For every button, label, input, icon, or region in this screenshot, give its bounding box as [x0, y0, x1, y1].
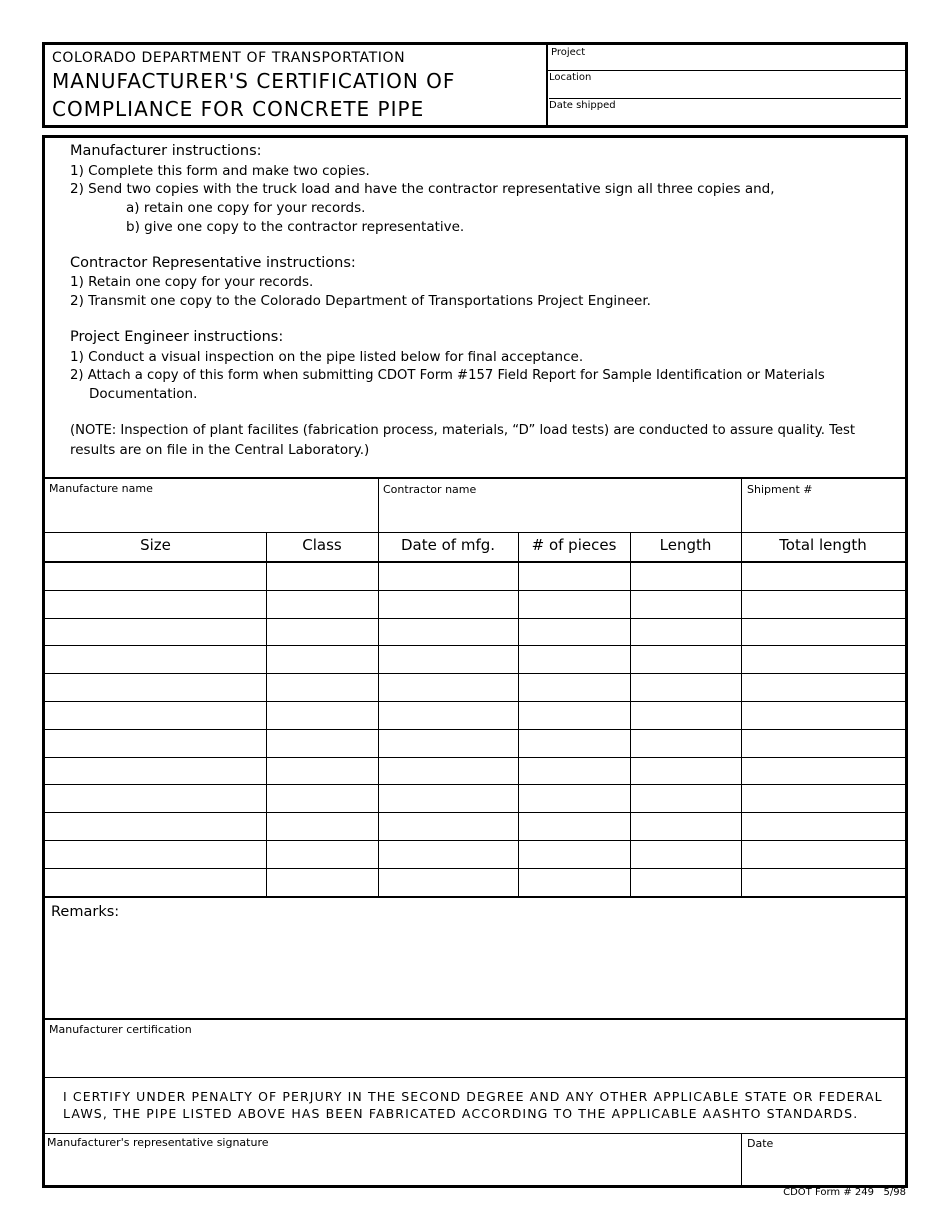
- table-cell-size[interactable]: [45, 646, 266, 673]
- table-cell-size[interactable]: [45, 785, 266, 812]
- table-row: [45, 619, 905, 647]
- table-cell-length[interactable]: [631, 758, 741, 785]
- table-cell-total-length[interactable]: [742, 674, 905, 701]
- table-row: [45, 813, 905, 841]
- manufacturer-instruction-2b: b) give one copy to the contractor representative.: [126, 219, 465, 235]
- table-cell-total-length[interactable]: [742, 813, 905, 840]
- table-cell-length[interactable]: [631, 702, 741, 729]
- table-cell-date-of-mfg[interactable]: [379, 619, 518, 646]
- table-cell-pieces[interactable]: [519, 841, 630, 868]
- certification-statement: [63, 1088, 883, 1122]
- contractor-instruction-2: 2) Transmit one copy to the Colorado Department of Transportations Project Engineer.: [70, 293, 651, 309]
- table-cell-pieces[interactable]: [519, 702, 630, 729]
- column-header-date-of-mfg: Date of mfg.: [400, 536, 496, 554]
- engineer-instructions-heading: Project Engineer instructions:: [70, 329, 284, 345]
- department-name: COLORADO DEPARTMENT OF TRANSPORTATION: [52, 50, 406, 66]
- form-title-line1: MANUFACTURER'S CERTIFICATION OF: [52, 69, 456, 93]
- manufacturer-instructions-heading: Manufacturer instructions:: [70, 143, 262, 159]
- date-label: Date: [747, 1137, 774, 1150]
- table-cell-class[interactable]: [267, 730, 378, 757]
- form-revision: 5/98: [883, 1187, 906, 1198]
- table-cell-length[interactable]: [631, 730, 741, 757]
- manufacture-name-field[interactable]: [45, 479, 378, 532]
- table-cell-size[interactable]: [45, 758, 266, 785]
- manufacturer-instruction-2: 2) Send two copies with the truck load and have the contractor representative sign all three copies and,: [70, 181, 775, 197]
- table-cell-size[interactable]: [45, 591, 266, 618]
- table-row: [45, 730, 905, 758]
- table-cell-date-of-mfg[interactable]: [379, 813, 518, 840]
- table-cell-pieces[interactable]: [519, 730, 630, 757]
- table-cell-class[interactable]: [267, 646, 378, 673]
- table-cell-pieces[interactable]: [519, 869, 630, 896]
- manufacture-name-label: Manufacture name: [49, 482, 153, 495]
- table-cell-length[interactable]: [631, 869, 741, 896]
- table-cell-pieces[interactable]: [519, 619, 630, 646]
- table-row: [45, 702, 905, 730]
- column-header-total-length: Total length: [779, 536, 867, 554]
- remarks-field[interactable]: [45, 898, 905, 1018]
- contractor-instruction-1: 1) Retain one copy for your records.: [70, 274, 314, 290]
- table-cell-class[interactable]: [267, 619, 378, 646]
- date-field[interactable]: [742, 1134, 905, 1185]
- column-header-class: Class: [302, 536, 342, 554]
- table-cell-total-length[interactable]: [742, 619, 905, 646]
- table-cell-length[interactable]: [631, 785, 741, 812]
- signature-field[interactable]: [45, 1134, 741, 1185]
- table-row: [45, 785, 905, 813]
- table-row: [45, 591, 905, 619]
- manufacturer-certification-field[interactable]: [45, 1020, 905, 1076]
- contractor-name-field[interactable]: [379, 479, 741, 532]
- table-cell-size[interactable]: [45, 841, 266, 868]
- table-cell-pieces[interactable]: [519, 785, 630, 812]
- table-cell-length[interactable]: [631, 591, 741, 618]
- certification-statement-line1: I CERTIFY UNDER PENALTY OF PERJURY IN THE SECOND DEGREE AND ANY OTHER APPLICABLE STATE OR FEDERAL: [63, 1089, 883, 1104]
- project-field[interactable]: [548, 45, 905, 69]
- table-cell-size[interactable]: [45, 813, 266, 840]
- table-row: [45, 841, 905, 869]
- table-cell-date-of-mfg[interactable]: [379, 646, 518, 673]
- contractor-instructions-heading: Contractor Representative instructions:: [70, 255, 356, 271]
- column-header-length: Length: [659, 536, 712, 554]
- table-cell-date-of-mfg[interactable]: [379, 730, 518, 757]
- table-cell-total-length[interactable]: [742, 646, 905, 673]
- table-cell-class[interactable]: [267, 758, 378, 785]
- table-cell-date-of-mfg[interactable]: [379, 674, 518, 701]
- note-line-2: results are on file in the Central Laboratory.): [70, 442, 370, 458]
- table-cell-size[interactable]: [45, 619, 266, 646]
- table-cell-size[interactable]: [45, 674, 266, 701]
- engineer-instruction-1: 1) Conduct a visual inspection on the pipe listed below for final acceptance.: [70, 349, 584, 365]
- table-cell-pieces[interactable]: [519, 646, 630, 673]
- project-field-label: Project: [551, 47, 586, 58]
- table-cell-date-of-mfg[interactable]: [379, 841, 518, 868]
- table-cell-size[interactable]: [45, 869, 266, 896]
- table-row: [45, 869, 905, 897]
- location-field[interactable]: [548, 71, 905, 98]
- table-cell-total-length[interactable]: [742, 869, 905, 896]
- table-cell-date-of-mfg[interactable]: [379, 758, 518, 785]
- table-cell-size[interactable]: [45, 702, 266, 729]
- table-cell-class[interactable]: [267, 869, 378, 896]
- table-cell-length[interactable]: [631, 619, 741, 646]
- table-cell-total-length[interactable]: [742, 702, 905, 729]
- table-row: [45, 674, 905, 702]
- table-cell-class[interactable]: [267, 674, 378, 701]
- table-cell-total-length[interactable]: [742, 785, 905, 812]
- table-cell-total-length[interactable]: [742, 563, 905, 590]
- table-cell-class[interactable]: [267, 813, 378, 840]
- table-cell-length[interactable]: [631, 646, 741, 673]
- table-cell-date-of-mfg[interactable]: [379, 785, 518, 812]
- date-shipped-field[interactable]: [548, 99, 905, 125]
- table-cell-total-length[interactable]: [742, 841, 905, 868]
- table-row: [45, 758, 905, 786]
- contractor-name-label: Contractor name: [383, 483, 477, 496]
- signature-label: Manufacturer's representative signature: [47, 1136, 269, 1149]
- manufacturer-instruction-2a: a) retain one copy for your records.: [126, 200, 366, 216]
- table-cell-date-of-mfg[interactable]: [379, 869, 518, 896]
- form-number: CDOT Form # 249: [783, 1187, 874, 1198]
- shipment-number-field[interactable]: [742, 479, 905, 532]
- table-cell-length[interactable]: [631, 563, 741, 590]
- date-shipped-field-label: Date shipped: [549, 100, 616, 111]
- table-cell-class[interactable]: [267, 841, 378, 868]
- certification-statement-line2: LAWS, THE PIPE LISTED ABOVE HAS BEEN FABRICATED ACCORDING TO THE APPLICABLE AASHTO STANDARDS.: [63, 1106, 859, 1121]
- form-header: [42, 42, 908, 128]
- table-cell-pieces[interactable]: [519, 563, 630, 590]
- manufacturer-instruction-1: 1) Complete this form and make two copies.: [70, 163, 370, 179]
- engineer-instruction-2: 2) Attach a copy of this form when submitting CDOT Form #157 Field Report for Sample Identification or Materials: [70, 368, 825, 383]
- table-cell-class[interactable]: [267, 785, 378, 812]
- shipment-number-label: Shipment #: [747, 483, 813, 496]
- table-cell-total-length[interactable]: [742, 591, 905, 618]
- table-cell-length[interactable]: [631, 841, 741, 868]
- engineer-instruction-2-cont: Documentation.: [89, 386, 198, 402]
- table-cell-pieces[interactable]: [519, 813, 630, 840]
- table-cell-pieces[interactable]: [519, 591, 630, 618]
- table-cell-length[interactable]: [631, 813, 741, 840]
- form-title-line2: COMPLIANCE FOR CONCRETE PIPE: [52, 97, 425, 121]
- table-cell-date-of-mfg[interactable]: [379, 702, 518, 729]
- form-footer: [783, 1187, 906, 1198]
- table-cell-length[interactable]: [631, 674, 741, 701]
- table-row: [45, 646, 905, 674]
- table-header-top-line: [45, 532, 905, 533]
- column-header-pieces: # of pieces: [531, 536, 617, 554]
- remarks-label: Remarks:: [51, 904, 120, 920]
- table-cell-pieces[interactable]: [519, 674, 630, 701]
- certification-divider: [45, 1077, 905, 1078]
- table-cell-pieces[interactable]: [519, 758, 630, 785]
- table-row: [45, 563, 905, 591]
- table-cell-class[interactable]: [267, 591, 378, 618]
- table-cell-class[interactable]: [267, 702, 378, 729]
- table-cell-size[interactable]: [45, 730, 266, 757]
- table-cell-date-of-mfg[interactable]: [379, 591, 518, 618]
- table-cell-size[interactable]: [45, 563, 266, 590]
- note-line-1: (NOTE: Inspection of plant facilites (fabrication process, materials, “D” load tests) are conducted to assure quality. Test: [70, 423, 856, 438]
- table-cell-total-length[interactable]: [742, 730, 905, 757]
- manufacturer-certification-label: Manufacturer certification: [49, 1023, 192, 1036]
- table-cell-total-length[interactable]: [742, 758, 905, 785]
- table-cell-class[interactable]: [267, 563, 378, 590]
- table-cell-date-of-mfg[interactable]: [379, 563, 518, 590]
- location-field-label: Location: [549, 72, 592, 83]
- column-header-size: Size: [140, 536, 171, 554]
- form-body: [42, 135, 908, 1188]
